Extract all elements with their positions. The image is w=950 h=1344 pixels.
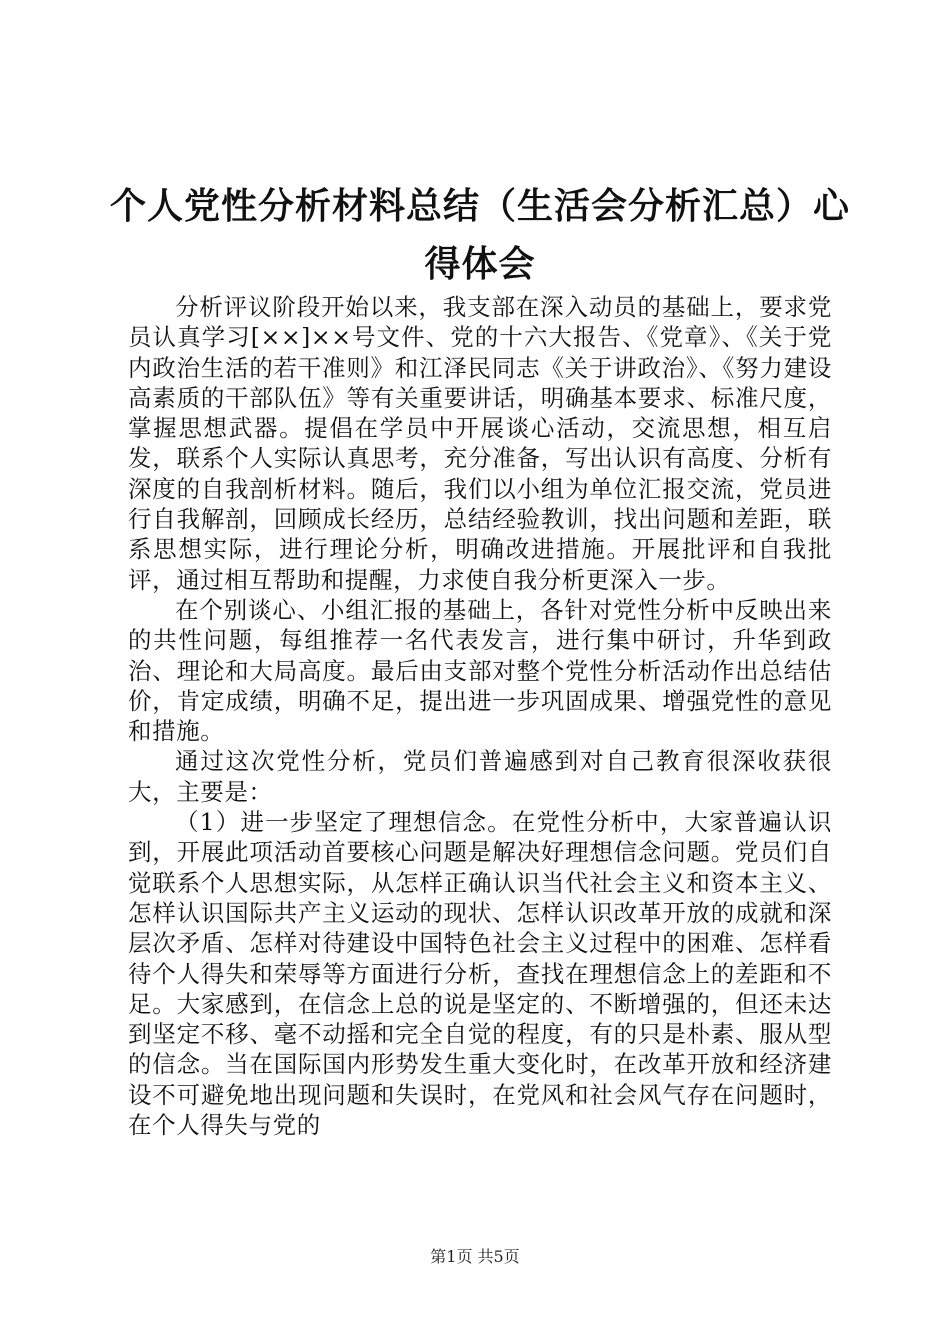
page-footer: 第1页 共5页: [430, 1247, 520, 1266]
paragraph: 通过这次党性分析，党员们普遍感到对自己教育很深收获很大，主要是：: [128, 747, 832, 806]
paragraph: 在个别谈心、小组汇报的基础上，各针对党性分析中反映出来的共性问题，每组推荐一名代表发言，进行集中研讨，升华到政治、理论和大局高度。最后由支部对整个党性分析活动作出总结估价，肯定成绩，明确不足，提出进一步巩固成果、增强党性的意见和措施。: [128, 595, 832, 746]
document-body: [128, 292, 832, 1140]
paragraph: （1）进一步坚定了理想信念。在党性分析中，大家普遍认识到，开展此项活动首要核心问题是解决好理想信念问题。党员们自觉联系个人思想实际，从怎样正确认识当代社会主义和资本主义、怎样认识国际共产主义运动的现状、怎样认识改革开放的成就和深层次矛盾、怎样对待建设中国特色社会主义过程中的困难、怎样看待个人得失和荣辱等方面进行分析，查找在理想信念上的差距和不足。大家感到，在信念上总的说是坚定的、不断增强的，但还未达到坚定不移、毫不动摇和完全自觉的程度，有的只是朴素、服从型的信念。当在国际国内形势发生重大变化时，在改革开放和经济建设不可避免地出现问题和失误时，在党风和社会风气存在问题时，在个人得失与党的: [128, 808, 832, 1140]
paragraph: 分析评议阶段开始以来，我支部在深入动员的基础上，要求党员认真学习[××]××号文件、党的十六大报告、《党章》、《关于党内政治生活的若干准则》和江泽民同志《关于讲政治》、《努力建设高素质的干部队伍》等有关重要讲话，明确基本要求、标准尺度，掌握思想武器。提倡在学员中开展谈心活动，交流思想，相互启发，联系个人实际认真思考，充分准备，写出认识有高度、分析有深度的自我剖析材料。随后，我们以小组为单位汇报交流，党员进行自我解剖，回顾成长经历，总结经验教训，找出问题和差距，联系思想实际，进行理论分析，明确改进措施。开展批评和自我批评，通过相互帮助和提醒，力求使自我分析更深入一步。: [128, 293, 832, 594]
page-title: 个人党性分析材料总结（生活会分析汇总）心得体会: [110, 186, 851, 285]
